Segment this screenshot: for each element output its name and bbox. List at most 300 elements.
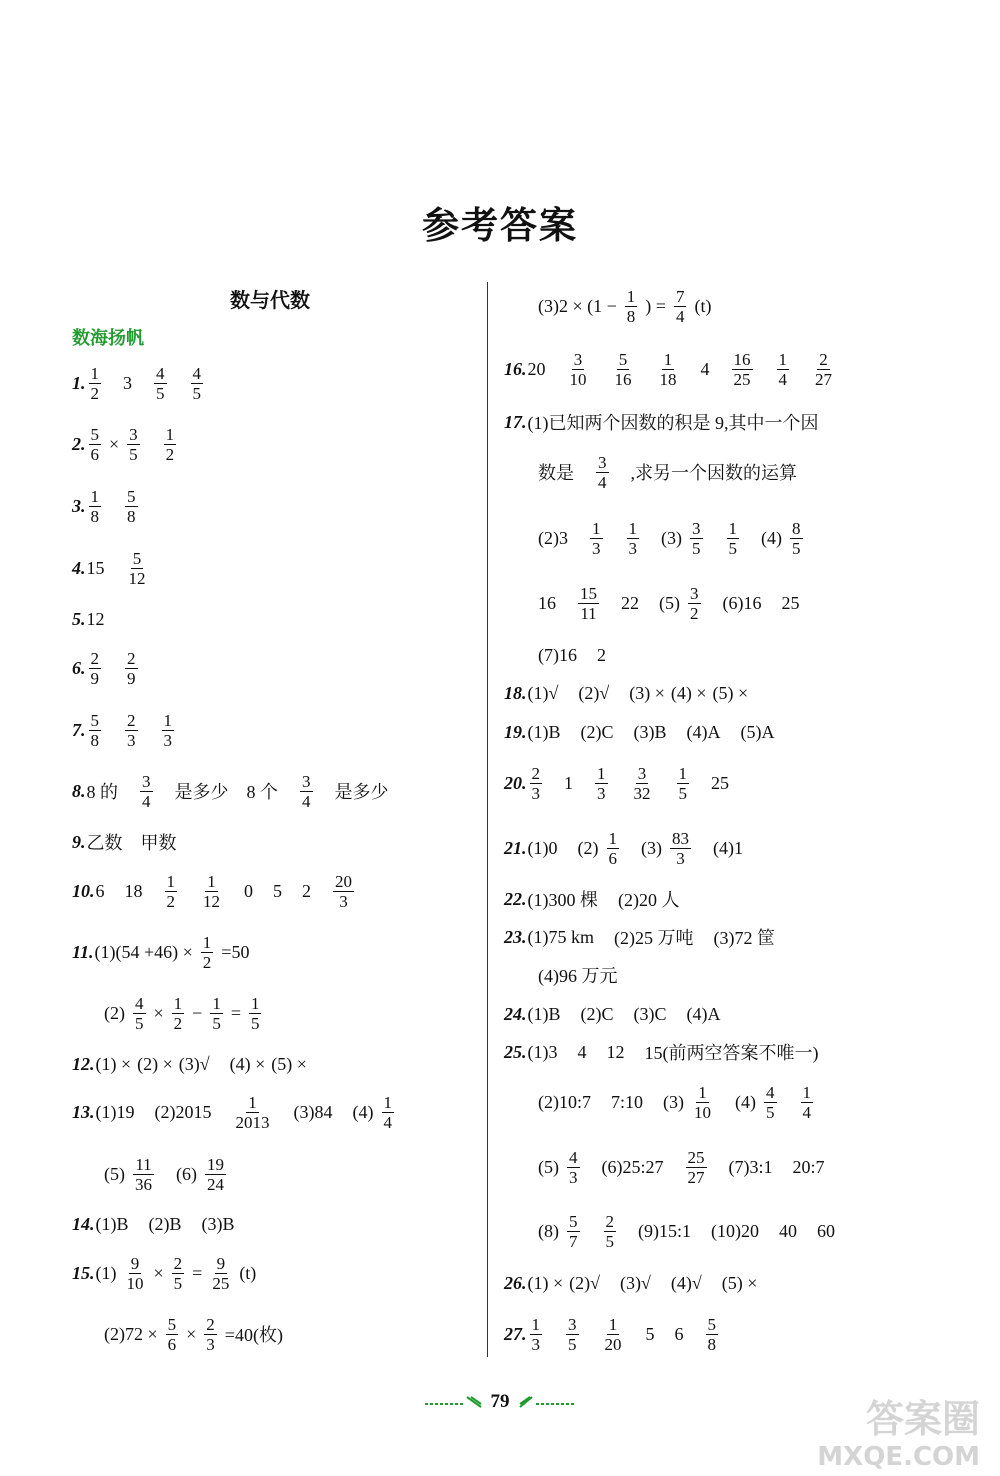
question-number: 3. [72, 495, 86, 516]
fraction [300, 772, 313, 811]
numerator: 2 [819, 349, 828, 369]
fraction [568, 350, 589, 389]
numerator: 25 [687, 1147, 705, 1167]
numerator: 3 [142, 771, 151, 791]
numerator: 11 [135, 1154, 152, 1174]
numerator: 5 [90, 710, 99, 730]
fraction [201, 872, 222, 911]
denominator: 4 [675, 306, 685, 326]
left-answer-line [72, 1199, 235, 1249]
left-answer-line [104, 1149, 228, 1199]
answer-text: (3) [661, 527, 682, 548]
denominator: 10 [694, 1102, 712, 1122]
answer-text: (6)16 [722, 592, 762, 613]
answer-text: (5) [659, 592, 680, 613]
fraction [125, 487, 138, 526]
left-answer-line [72, 766, 389, 816]
right-answer-line [504, 707, 775, 757]
denominator: 6 [608, 848, 617, 868]
numerator: 3 [690, 583, 699, 603]
answer-text: (2)B [148, 1213, 182, 1234]
answer-text: × [153, 1002, 164, 1023]
numerator: 3 [573, 349, 583, 369]
numerator: 2 [206, 1314, 215, 1334]
numerator: 3 [692, 518, 701, 538]
numerator: 2 [531, 763, 540, 783]
answer-text: 25 [781, 592, 800, 613]
denominator: 5 [135, 1013, 144, 1033]
answer-text: (2) [104, 1002, 125, 1023]
numerator: 5 [132, 548, 142, 568]
question-number: 21. [504, 837, 527, 858]
answer-text: (5)A [740, 721, 775, 742]
answer-text: 乙数 甲数 [86, 833, 177, 853]
left-answer-line [104, 1309, 283, 1359]
left-answer-line [72, 817, 177, 867]
answer-text: = [192, 1262, 203, 1283]
answer-text: 15(前两空答案不唯一) [644, 1043, 819, 1063]
fraction [125, 1254, 146, 1293]
fraction [125, 711, 138, 750]
left-answer-line [72, 1248, 256, 1298]
answer-text: 12 [86, 608, 105, 629]
fraction [578, 584, 599, 623]
fraction [166, 1315, 179, 1354]
answer-text: (1)B [527, 721, 561, 742]
left-answer-line [72, 358, 205, 408]
answer-text: (2)C [580, 721, 614, 742]
answer-text: (8) [538, 1220, 559, 1241]
fraction [607, 829, 620, 868]
answer-text: 4 [577, 1041, 587, 1062]
numerator: 1 [597, 763, 606, 783]
answer-text: (2)20 人 [618, 890, 680, 910]
denominator: 6 [167, 1334, 177, 1354]
fraction [530, 764, 543, 803]
numerator: 1 [212, 993, 221, 1013]
page-footer [400, 1390, 600, 1414]
left-answer-line [72, 927, 249, 977]
question-number: 1. [72, 372, 86, 393]
numerator: 2 [90, 648, 99, 668]
denominator: 18 [659, 369, 677, 389]
question-number: 14. [72, 1213, 95, 1234]
answer-text: (5) [104, 1163, 125, 1184]
numerator: 1 [207, 871, 216, 891]
right-answer-line [538, 1077, 815, 1127]
fraction [706, 1315, 719, 1354]
answer-text: × [109, 433, 120, 454]
numerator: 1 [165, 424, 175, 444]
denominator: 27 [815, 369, 832, 389]
question-number: 4. [72, 557, 86, 578]
right-answer-line [538, 447, 797, 497]
denominator: 5 [212, 1013, 221, 1033]
numerator: 1 [383, 1092, 392, 1112]
question-number: 15. [72, 1262, 95, 1283]
right-answer-line [504, 1258, 757, 1308]
numerator: 5 [707, 1314, 716, 1334]
answer-text: 5 [645, 1323, 655, 1344]
numerator: 3 [598, 452, 607, 472]
denominator: 3 [206, 1334, 215, 1354]
left-answer-line [72, 543, 150, 593]
answer-text: = [230, 1002, 241, 1023]
answer-text: (7)3:1 [728, 1156, 773, 1177]
answer-text: 20 [527, 358, 546, 379]
fraction [790, 519, 803, 558]
numerator: 7 [675, 286, 685, 306]
answer-text: 16 [538, 592, 556, 613]
denominator: 8 [90, 506, 99, 526]
fraction [688, 584, 701, 623]
answer-text: 数是 [538, 463, 574, 483]
answer-text: 22 [621, 592, 639, 613]
numerator: 1 [531, 1314, 540, 1334]
question-number: 23. [504, 926, 527, 947]
numerator: 1 [626, 286, 636, 306]
denominator: 3 [676, 848, 685, 868]
numerator: 1 [802, 1082, 812, 1102]
denominator: 3 [592, 538, 601, 558]
answer-text: (1) [95, 1262, 117, 1283]
answer-text: (4)A [686, 1003, 721, 1024]
numerator: 1 [678, 763, 687, 783]
fraction [162, 711, 175, 750]
left-answer-line [72, 594, 105, 644]
fraction [201, 933, 214, 972]
answer-text: (5) × [712, 682, 749, 703]
denominator: 2013 [235, 1112, 270, 1132]
question-number: 20. [504, 772, 527, 793]
fraction [813, 350, 834, 389]
question-number: 9. [72, 831, 86, 852]
numerator: 3 [568, 1314, 577, 1334]
answer-text: (4) [761, 527, 782, 548]
subsection-title: 数海扬帆 [72, 328, 144, 349]
numerator: 83 [672, 828, 689, 848]
fraction [604, 1212, 617, 1251]
question-number: 6. [72, 657, 86, 678]
numerator: 9 [216, 1253, 226, 1273]
numerator: 2 [127, 710, 136, 730]
numerator: 2 [605, 1211, 614, 1231]
answer-text: (2)2015 [154, 1101, 212, 1122]
right-answer-line [504, 397, 819, 447]
question-number: 8. [72, 780, 86, 801]
answer-text: 18 [124, 880, 143, 901]
denominator: 10 [569, 369, 587, 389]
answer-text: (3) [663, 1091, 685, 1112]
fraction [210, 1254, 231, 1293]
answer-text: (1)0 [527, 837, 558, 858]
denominator: 27 [687, 1167, 705, 1187]
numerator: 1 [778, 349, 787, 369]
fraction [172, 994, 185, 1033]
fraction [191, 364, 204, 403]
numerator: 16 [733, 349, 751, 369]
answer-text: (3)84 [293, 1101, 333, 1122]
right-answer-line [504, 823, 743, 873]
numerator: 4 [192, 363, 201, 383]
fraction [613, 350, 634, 389]
fraction [164, 425, 177, 464]
denominator: 3 [569, 1167, 578, 1187]
numerator: 3 [302, 771, 311, 791]
numerator: 1 [608, 828, 617, 848]
answer-text: 1 [564, 772, 573, 793]
numerator: 20 [335, 871, 352, 891]
answer-text: (7)16 [538, 644, 577, 665]
numerator: 1 [592, 518, 601, 538]
numerator: 1 [250, 993, 260, 1013]
fraction [154, 364, 167, 403]
denominator: 3 [628, 538, 637, 558]
answer-text: (2) × [137, 1053, 173, 1074]
fraction [249, 994, 262, 1033]
right-answer-line [538, 1206, 835, 1256]
answer-text: (t) [239, 1262, 257, 1283]
denominator: 2 [90, 383, 99, 403]
denominator: 11 [580, 603, 597, 623]
fraction [625, 287, 638, 326]
question-number: 22. [504, 888, 527, 909]
question-number: 5. [72, 608, 86, 629]
fraction [692, 1083, 713, 1122]
section-title: 数与代数 [230, 288, 310, 312]
numerator: 1 [166, 871, 175, 891]
fraction [690, 519, 703, 558]
denominator: 5 [728, 538, 737, 558]
fraction [89, 649, 102, 688]
question-number: 2. [72, 433, 86, 454]
numerator: 19 [207, 1154, 224, 1174]
fraction [530, 1315, 543, 1354]
answer-text: (1)B [95, 1213, 129, 1234]
denominator: 2 [690, 603, 699, 623]
right-answer-line [538, 578, 800, 628]
fraction [603, 1315, 624, 1354]
fraction [596, 453, 609, 492]
denominator: 4 [598, 472, 607, 492]
answer-text: (4) [352, 1101, 374, 1122]
answer-text: =40(枚) [224, 1325, 283, 1345]
answer-text: 是多少 [334, 782, 389, 802]
answer-text: (2)10:7 [538, 1091, 591, 1112]
denominator: 7 [569, 1231, 578, 1251]
fraction [133, 1155, 154, 1194]
answer-text: 2 [597, 644, 606, 665]
left-answer-line [72, 705, 176, 755]
fraction [764, 1083, 777, 1122]
denominator: 5 [173, 1273, 183, 1293]
answer-text: (4)96 万元 [538, 966, 618, 986]
numerator: 1 [202, 932, 212, 952]
numerator: 2 [127, 648, 136, 668]
answer-text: 60 [817, 1220, 835, 1241]
denominator: 3 [597, 783, 606, 803]
denominator: 5 [192, 383, 201, 403]
question-number: 27. [504, 1323, 527, 1344]
fraction [627, 519, 640, 558]
numerator: 5 [127, 486, 136, 506]
fraction [801, 1083, 814, 1122]
denominator: 5 [766, 1102, 775, 1122]
answer-text: 8 的 [86, 782, 118, 802]
question-number: 10. [72, 880, 95, 901]
denominator: 9 [127, 668, 136, 688]
right-answer-line [504, 344, 836, 394]
fraction [333, 872, 354, 911]
fraction [89, 425, 102, 464]
answer-text: (2)C [580, 1003, 614, 1024]
fraction [632, 764, 653, 803]
numerator: 1 [728, 518, 737, 538]
answer-text: (1)√ [527, 682, 559, 703]
fraction [205, 1155, 226, 1194]
numerator: 1 [628, 518, 637, 538]
answer-text: (1) × [95, 1053, 132, 1074]
right-answer-line [504, 1309, 720, 1359]
denominator: 36 [135, 1174, 152, 1194]
answer-text: 20:7 [792, 1156, 825, 1177]
denominator: 16 [614, 369, 632, 389]
answer-text: 0 [244, 880, 253, 901]
denominator: 5 [568, 1334, 577, 1354]
numerator: 15 [580, 583, 597, 603]
numerator: 5 [569, 1211, 578, 1231]
denominator: 5 [692, 538, 701, 558]
denominator: 32 [633, 783, 651, 803]
fraction [567, 1212, 580, 1251]
answer-text: (1)B [527, 1003, 561, 1024]
answer-text: =50 [221, 941, 250, 962]
fraction [677, 764, 690, 803]
numerator: 1 [90, 363, 99, 383]
answer-text: (3)B [201, 1213, 235, 1234]
denominator: 12 [203, 891, 220, 911]
denominator: 4 [302, 791, 311, 811]
fraction [732, 350, 753, 389]
question-number: 17. [504, 411, 527, 432]
denominator: 4 [778, 369, 787, 389]
denominator: 25 [733, 369, 751, 389]
fraction [89, 487, 102, 526]
numerator: 1 [163, 710, 172, 730]
left-answer-line [72, 643, 140, 693]
fraction [566, 1315, 579, 1354]
answer-text: (1)75 km [527, 926, 594, 947]
numerator: 4 [135, 993, 144, 1013]
answer-text: (4)√ [670, 1272, 702, 1293]
answer-text: 15 [86, 557, 105, 578]
answer-text: (3) [641, 837, 662, 858]
numerator: 5 [167, 1314, 177, 1334]
answer-text: 5 [273, 880, 282, 901]
watermark [817, 1397, 980, 1476]
numerator: 5 [90, 424, 99, 444]
right-answer-line [538, 513, 805, 563]
denominator: 9 [90, 668, 99, 688]
question-number: 16. [504, 358, 527, 379]
denominator: 5 [129, 444, 138, 464]
denominator: 8 [626, 306, 636, 326]
denominator: 8 [90, 730, 99, 750]
answer-text: 6 [95, 880, 105, 901]
denominator: 5 [678, 783, 687, 803]
answer-text: (2)√ [578, 682, 610, 703]
denominator: 6 [90, 444, 99, 464]
numerator: 1 [90, 486, 99, 506]
left-ornament-icon [423, 1395, 483, 1409]
answer-text: (3)C [633, 1003, 667, 1024]
numerator: 2 [173, 1253, 183, 1273]
denominator: 12 [128, 568, 146, 588]
denominator: 3 [163, 730, 172, 750]
page-title: 参考答案 [422, 204, 578, 247]
denominator: 10 [126, 1273, 144, 1293]
answer-text: (9)15:1 [638, 1220, 691, 1241]
denominator: 5 [792, 538, 801, 558]
answer-text: (2)72 × [104, 1323, 158, 1344]
fraction [234, 1093, 272, 1132]
answer-text: 25 [711, 772, 729, 793]
fraction [204, 1315, 217, 1354]
answer-text: (3) × [629, 682, 665, 703]
question-number: 24. [504, 1003, 527, 1024]
denominator: 5 [605, 1231, 614, 1251]
page-number: 79 [490, 1391, 510, 1412]
answer-text: (3)72 筐 [713, 928, 775, 948]
answer-text: (1)3 [527, 1041, 558, 1062]
fraction [89, 711, 102, 750]
numerator: 4 [569, 1147, 578, 1167]
numerator: 3 [637, 763, 647, 783]
fraction [140, 772, 153, 811]
denominator: 5 [156, 383, 165, 403]
denominator: 20 [604, 1334, 622, 1354]
denominator: 4 [142, 791, 151, 811]
denominator: 3 [531, 1334, 540, 1354]
denominator: 2 [202, 952, 212, 972]
answer-text: (4) × [229, 1053, 266, 1074]
denominator: 2 [166, 891, 175, 911]
numerator: 4 [766, 1082, 775, 1102]
watermark-line1: 答案圈 [865, 1397, 980, 1441]
fraction [686, 1148, 707, 1187]
numerator: 8 [792, 518, 801, 538]
answer-text: (4)A [686, 721, 721, 742]
right-answer-line [504, 1027, 819, 1077]
answer-text: 3 [123, 372, 132, 393]
denominator: 3 [127, 730, 136, 750]
answer-text: (2)25 万吨 [614, 928, 694, 948]
answer-text: (3)B [633, 721, 667, 742]
answer-text: 2 [302, 880, 311, 901]
numerator: 5 [618, 349, 628, 369]
column-divider [487, 282, 488, 1357]
fraction [567, 1148, 580, 1187]
left-answer-line [72, 866, 356, 916]
denominator: 24 [207, 1174, 224, 1194]
answer-text: (1)300 棵 [527, 890, 598, 910]
numerator: 1 [248, 1092, 257, 1112]
denominator: 4 [802, 1102, 812, 1122]
denominator: 2 [173, 1013, 183, 1033]
question-number: 13. [72, 1101, 95, 1122]
answer-text: (5) [538, 1156, 559, 1177]
right-ornament-icon [518, 1395, 578, 1409]
